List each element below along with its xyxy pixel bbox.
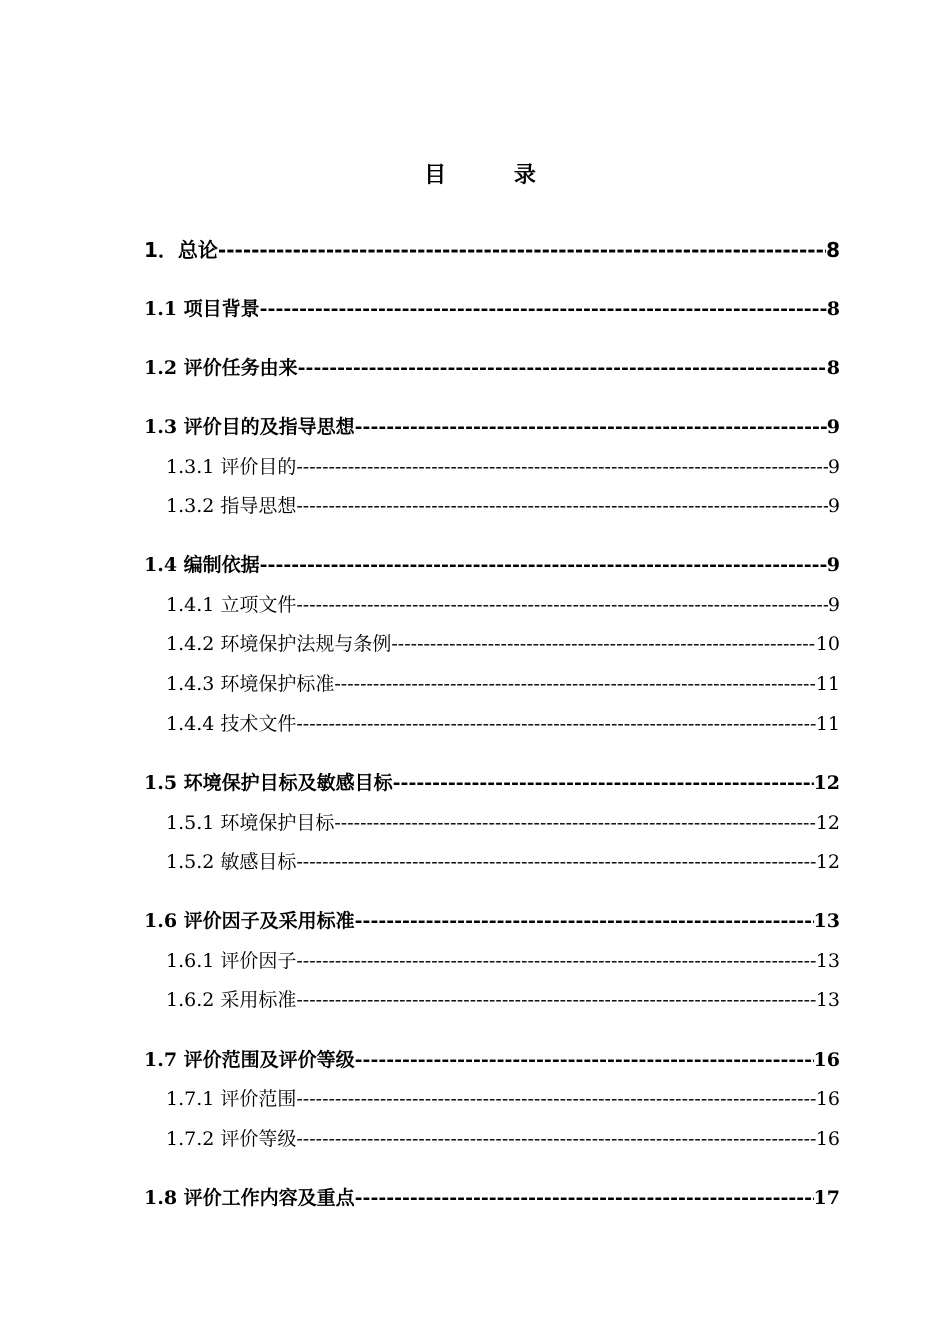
toc-leader [355,909,814,933]
toc-entry[interactable] [166,949,840,973]
toc-entry-label: 1.3.1 评价目的 [166,456,297,478]
toc-entry[interactable] [166,988,840,1012]
toc-entry-page: 17 [813,1187,840,1209]
toc-entry[interactable] [166,632,840,656]
toc-entry[interactable] [166,593,840,617]
toc-leader [296,494,828,518]
toc-entry[interactable] [144,356,840,380]
toc-entry[interactable] [166,1087,840,1111]
toc-entry-label: 1.4 编制依据 [144,554,260,576]
toc-entry-page: 9 [827,594,840,616]
toc-entry-page: 16 [813,1049,840,1071]
toc-leader [296,455,828,479]
toc-entry-page: 12 [813,772,840,794]
toc-leader [334,811,815,835]
toc-entry-page: 9 [827,495,840,517]
toc-entry[interactable] [144,909,840,933]
toc-entry-label: 1.4.3 环境保护标准 [166,673,335,695]
toc-leader [355,1048,814,1072]
toc-entry-page: 12 [815,851,840,873]
toc-entry-label: 1.7.1 评价范围 [166,1088,297,1110]
toc-entry[interactable] [166,1127,840,1151]
toc-entry-label: 1.7 评价范围及评价等级 [144,1049,355,1071]
toc-entry-page: 11 [815,713,840,735]
toc-entry[interactable] [144,238,840,262]
toc-leader [296,712,815,736]
toc-entry[interactable] [144,415,840,439]
toc-entry-label: 1.7.2 评价等级 [166,1128,297,1150]
toc-entry-page: 10 [815,633,840,655]
toc-entry[interactable] [166,672,840,696]
toc-entry[interactable] [144,297,840,321]
toc-entry-page: 8 [826,298,840,320]
toc-leader [298,356,827,380]
toc-entry-page: 8 [826,238,840,262]
toc-entry-label: 1.5 环境保护目标及敏感目标 [144,772,393,794]
toc-entry-label: 1.3 评价目的及指导思想 [144,416,355,438]
toc-entry[interactable] [144,1186,840,1210]
toc-entry-label: 1.4.2 环境保护法规与条例 [166,633,392,655]
toc-entry-page: 8 [826,357,840,379]
toc-entry-page: 11 [815,673,840,695]
toc-leader [355,415,827,439]
toc-entry-label: 1.5.2 敏感目标 [166,851,297,873]
toc-entry[interactable] [166,712,840,736]
toc-entry-label: 1.6.2 采用标准 [166,989,297,1011]
toc-entry-page: 13 [813,910,840,932]
toc-entry-page: 9 [826,554,840,576]
toc-entry[interactable] [166,850,840,874]
toc-leader [296,850,815,874]
toc-entry[interactable] [166,811,840,835]
toc-leader [260,297,827,321]
toc-leader [334,672,815,696]
toc-entry-page: 16 [815,1128,840,1150]
toc-entry[interactable] [144,553,840,577]
toc-leader [391,632,815,656]
toc-leader [355,1186,814,1210]
toc-entry[interactable] [166,494,840,518]
toc-entry-page: 13 [815,950,840,972]
toc-entry-label: 1.2 评价任务由来 [144,357,298,379]
toc-entry[interactable] [144,1048,840,1072]
toc-leader [296,949,815,973]
toc-entry-page: 13 [815,989,840,1011]
toc-leader [260,553,827,577]
toc-leader [296,988,815,1012]
toc-leader [393,771,814,795]
toc-entry-label: 1.1 项目背景 [144,298,260,320]
toc-title: 目 录 [424,162,566,188]
toc-entry-page: 9 [826,416,840,438]
toc-entry[interactable] [144,771,840,795]
toc-leader [296,1127,815,1151]
toc-leader [296,593,828,617]
toc-entry-label: 1.4.1 立项文件 [166,594,297,616]
toc-leader [296,1087,815,1111]
toc-entry[interactable] [166,455,840,479]
toc-entry-label: 1.6.1 评价因子 [166,950,297,972]
toc-leader [218,238,826,262]
toc-entry-label: 1.8 评价工作内容及重点 [144,1187,355,1209]
toc-entry-page: 16 [815,1088,840,1110]
toc-entry-label: 1.6 评价因子及采用标准 [144,910,355,932]
toc-entry-label: 1．总论 [144,238,218,262]
toc-entry-page: 9 [827,456,840,478]
toc-entry-page: 12 [815,812,840,834]
toc-entry-label: 1.4.4 技术文件 [166,713,297,735]
toc-entry-label: 1.5.1 环境保护目标 [166,812,335,834]
toc-entry-label: 1.3.2 指导思想 [166,495,297,517]
